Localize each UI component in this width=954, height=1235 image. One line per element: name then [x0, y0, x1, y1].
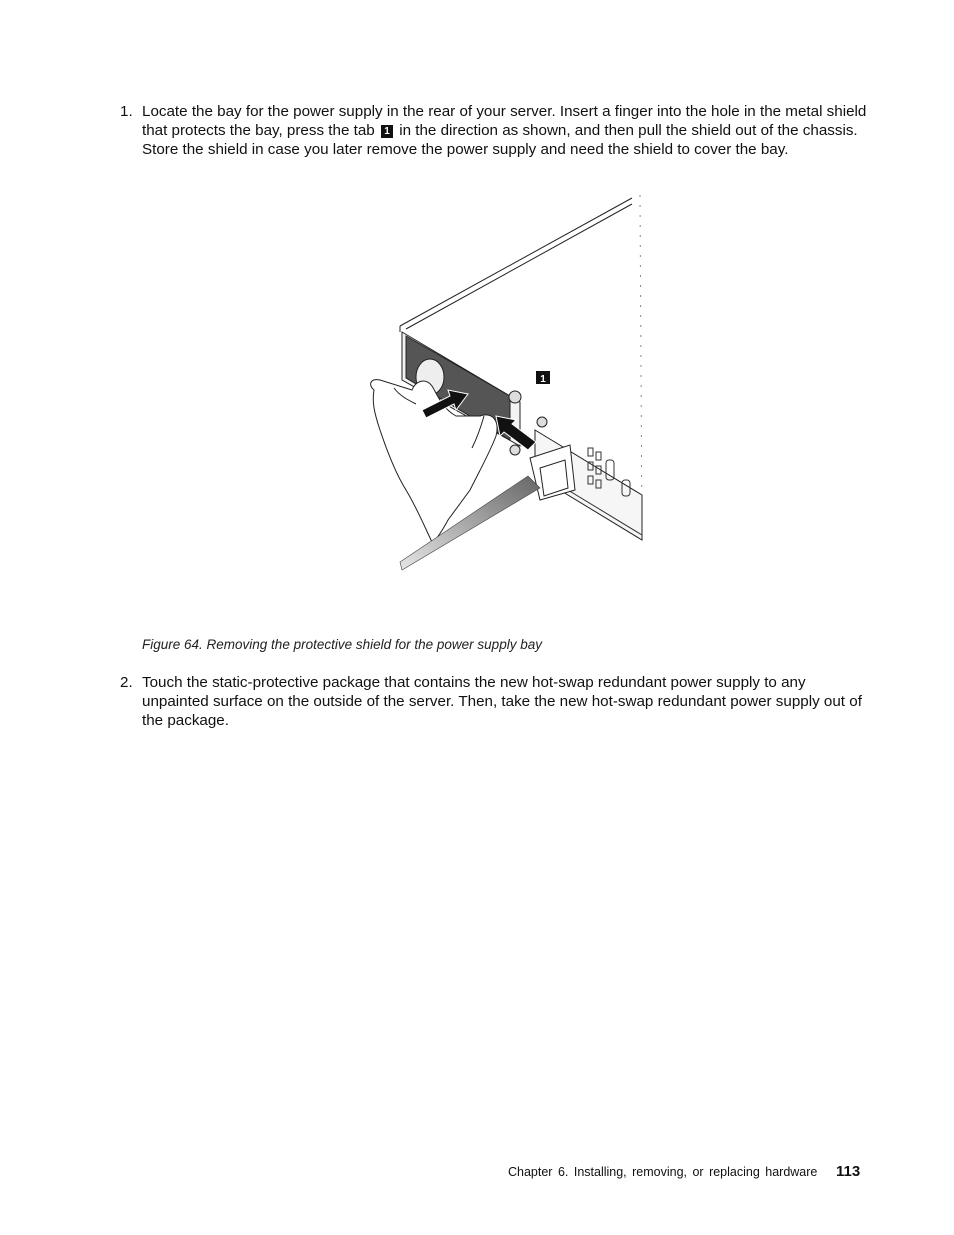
- step-number: 1.: [120, 103, 133, 120]
- callout-label: 1: [540, 374, 546, 385]
- tab-callout-badge: 1: [381, 125, 393, 138]
- power-supply-shield-illustration: [360, 190, 650, 580]
- step-number: 2.: [120, 674, 133, 691]
- step-2: [120, 673, 870, 730]
- step-text-after-tab: in the direction as shown, and then pull the shield out of the chassis. Store the shield in case you later remove the power supply and need the shield to cover the bay.: [142, 122, 858, 158]
- step-text: Touch the static-protective package that contains the new hot-swap redundant power supply to any unpainted surface on the outside of the server. Then, take the new hot-swap redundant power supply out of the package.: [142, 674, 862, 729]
- step-1: [120, 102, 870, 159]
- footer-chapter-title: Chapter 6. Installing, removing, or replacing hardware: [508, 1165, 818, 1179]
- step-text: [142, 102, 870, 159]
- figure-caption: Figure 64. Removing the protective shield for the power supply bay: [142, 637, 542, 652]
- page-number: 113: [836, 1163, 861, 1180]
- step-text-before-tab: Locate the bay for the power supply in the rear of your server. Insert a finger into the hole in the metal shield that protects the bay, press the tab: [142, 103, 867, 139]
